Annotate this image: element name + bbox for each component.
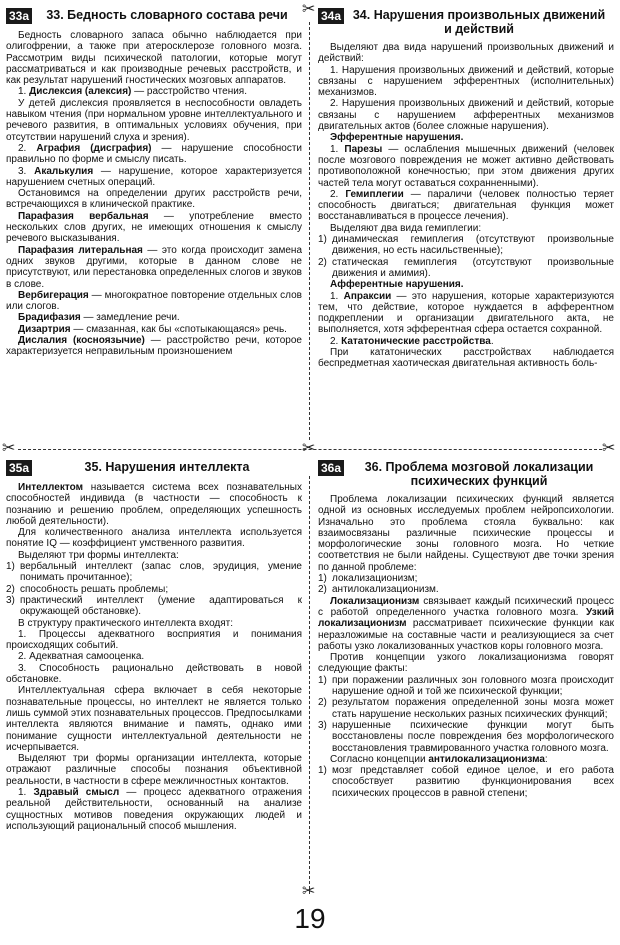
list-number: 1) <box>318 573 327 585</box>
text: — смазанная, как бы «спотыкающаяся» речь. <box>70 323 287 335</box>
scissors-icon: ✂ <box>2 440 16 457</box>
text: Бедность словарного запаса обычно наблюдается при олигофрении, а также при атеросклерозе головного мозга. Рассмотрим виды психической патологии, которые могут рассматриваться и как производные речевых расстройств, и как результат нарушений гностических мозговых аппаратов. <box>6 30 302 87</box>
text: — нарушение, которое характеризуется нарушением счетных операций. <box>6 165 302 188</box>
term: Брадифазия <box>18 312 81 324</box>
text: — расстройство чтения. <box>131 86 247 98</box>
item-number: 3. <box>18 165 35 177</box>
list-item <box>318 573 614 584</box>
text: Для количественного анализа интеллекта используется понятие IQ — коэффициент умственного развития. <box>6 527 302 550</box>
text: — многократное повторение отдельных слов или слогов. <box>6 289 302 313</box>
text: — процесс адекватного отражения реальной действительности, основанный на анализе сущностных мотивов поведения окружающих людей и использующий рациональный способ мышления. <box>6 787 302 832</box>
text: — нарушение способности правильно по форме и смыслу писать. <box>6 142 302 166</box>
list-item <box>318 584 614 595</box>
text: Выделяют три формы организации интеллекта, которые отражают различные способы познания объективной реальности, в частности в сфере межличностных контактов. <box>6 753 302 787</box>
paragraph <box>6 482 302 527</box>
text: при поражении различных зон головного мозга происходит нарушение одной и той же психической функции; <box>332 674 614 698</box>
text: Выделяют два вида гемиплегии: <box>330 222 482 234</box>
list-number: 2) <box>318 584 327 596</box>
text: вербальный интеллект (запас слов, эрудиция, умение понимать прочитанное); <box>20 561 302 584</box>
text: способность решать проблемы; <box>20 583 169 595</box>
text: Согласно концепции <box>330 753 429 765</box>
text: В структуру практического интеллекта входят: <box>18 617 234 629</box>
text: динамическая гемиплегия (отсутствуют произвольные движения, но есть насильственные); <box>332 234 614 257</box>
card-header <box>318 460 614 488</box>
vertical-cut-line-top <box>309 22 310 440</box>
term: Вербигерация <box>18 289 89 301</box>
list-item <box>318 675 614 698</box>
paragraph <box>6 166 302 189</box>
paragraph <box>6 550 302 561</box>
paragraph <box>6 312 302 323</box>
paragraph <box>318 347 614 370</box>
paragraph <box>6 211 302 245</box>
paragraph <box>6 663 302 686</box>
text: . <box>490 335 494 347</box>
paragraph <box>318 98 614 132</box>
paragraph <box>6 30 302 86</box>
paragraph <box>318 189 614 223</box>
paragraph <box>6 527 302 550</box>
term: Дизартрия <box>18 323 71 335</box>
list-number: 1) <box>318 234 327 246</box>
text: Проблема локализации психических функций является одной из основных исследуемых проблем нейропсихологии. Изначально это проблема стояла буквально: как взаимосвязаны различные психические процессы и морфологические зоны головного мозга. Но четкие соответствия не были найдены. Существуют две точки зрения по данной проблеме: <box>318 494 614 573</box>
item-number: 2. <box>330 188 346 200</box>
card-title: 35. Нарушения интеллекта <box>84 460 250 474</box>
list-number: 1) <box>318 674 327 686</box>
page-number: 19 <box>294 903 326 934</box>
list-item <box>318 257 614 280</box>
list-number: 2) <box>318 256 327 268</box>
text: — параличи (человек полностью теряет способность двигаться; двигательная функция может восстанавливаться в процессе лечения). <box>318 188 614 223</box>
paragraph <box>318 652 614 675</box>
vertical-cut-line-bottom <box>309 476 310 894</box>
text: 2. Адекватная самооценка. <box>18 651 145 663</box>
paragraph <box>318 279 614 290</box>
term: Афферентные нарушения. <box>330 279 464 291</box>
list-item <box>318 234 614 257</box>
text: — употребление вместо нескольких слов других, не имеющих отношения к смыслу речевого высказывания. <box>6 210 302 245</box>
item-number: 2. <box>18 142 37 154</box>
term: Парафазия литеральная <box>18 244 143 256</box>
text: антилокализационизм. <box>332 584 439 596</box>
text: Интеллектуальная сфера включает в себя некоторые познавательные процессы, но интеллект не является только лишь суммой этих познавательных процессов. Предпосылками интеллекта являются внимание и память, однако ими понимание сущности интеллектуальной деятельности не исчерпывается. <box>6 685 302 753</box>
term: Парезы <box>344 143 383 155</box>
card-header <box>6 8 302 24</box>
card-36a <box>318 460 614 896</box>
card-35a <box>6 460 302 896</box>
text: Выделяют два вида нарушений произвольных движений и действий: <box>318 42 614 65</box>
text: называется система всех познавательных способностей индивида (в частности — способность к познанию и решению проблем, определяющих успешность любой деятельности). <box>6 482 302 527</box>
text: Против концепции узкого локализационизма говорят следующие факты: <box>318 652 614 675</box>
scissors-icon: ✂ <box>302 1 316 18</box>
paragraph <box>6 618 302 629</box>
term: Гемиплегии <box>345 188 404 200</box>
paragraph <box>6 86 302 97</box>
list-item <box>318 720 614 754</box>
text: 3. Способность рационально действовать в новой обстановке. <box>6 662 302 686</box>
text: — ослабления мышечных движений (человек после мозгового повреждения не может активно действовать противоположной конечностью; при этом движения других частей тела могут оставаться сохранненными). <box>318 143 614 189</box>
paragraph <box>6 787 302 832</box>
text: практический интеллект (умение адаптироваться к окружающей обстановке). <box>20 594 302 618</box>
term: Дислалия (косноязычие) <box>18 335 145 347</box>
term: Здравый смысл <box>33 787 120 799</box>
paragraph <box>6 685 302 753</box>
text: 2. Нарушения произвольных движений и действий, которые связаны с нарушением афферентных механизмов двигательных актов (более сложные нарушения). <box>318 98 614 133</box>
list-number: 3) <box>318 719 327 731</box>
item-number: 2. <box>330 335 342 347</box>
term: Локализационизм <box>330 595 420 607</box>
term: Интеллектом <box>18 482 83 493</box>
scissors-icon: ✂ <box>602 440 616 457</box>
list-item <box>6 595 302 618</box>
card-body <box>318 494 614 799</box>
paragraph <box>318 596 614 652</box>
list-item <box>318 697 614 720</box>
card-34a <box>318 8 614 440</box>
card-title: 33. Бедность словарного состава речи <box>46 8 288 22</box>
text: — это когда происходит замена одних звуков другими, которые в данном слове не присутствуют, или перестановка определенных слогов и звуков в слове. <box>6 244 302 290</box>
text: — это нарушения, которые характеризуются тем, что действие, которое нуждается в афферентном подкреплении и организации двигательного акта, не выполняется, хотя эфферентная сфера остается сохранной. <box>318 290 614 336</box>
card-body <box>6 30 302 358</box>
text: рассматривает психические функции как неразложимые на составные части и реализующиеся за счет работы узко локализованных участков коры головного мозга. <box>318 618 614 652</box>
text: — замедление речи. <box>80 312 180 324</box>
card-title: 34. Нарушения произвольных движений и действий <box>352 8 606 36</box>
paragraph <box>318 754 614 765</box>
paragraph <box>6 245 302 290</box>
card-body <box>6 482 302 832</box>
card-badge: 34а <box>318 8 344 24</box>
list-number: 1) <box>318 765 327 777</box>
text: 1. Нарушения произвольных движений и действий, которые связаны с нарушением эфферентных (исполнительных) механизмов. <box>318 64 614 99</box>
text: — расстройство речи, которое характеризуется неправильным произношением <box>6 335 302 358</box>
paragraph <box>6 290 302 313</box>
card-badge: 35а <box>6 460 32 476</box>
text: локализационизм; <box>332 573 418 585</box>
paragraph <box>6 651 302 662</box>
text: 1. Процессы адекватного восприятия и понимания происходящих событий. <box>6 628 302 652</box>
text: результатом поражения определенной зоны мозга может стать нарушение нескольких разных психических функций; <box>332 697 614 720</box>
paragraph <box>318 494 614 573</box>
item-number: 1. <box>330 143 345 155</box>
paragraph <box>318 65 614 99</box>
paragraph <box>6 324 302 335</box>
scissors-icon: ✂ <box>302 883 316 900</box>
text: У детей дислексия проявляется в неспособности овладеть навыком чтения (при нормальном уровне интеллектуального и речевого развития, в оптимальных условиях обучения, при отсутствии нарушений слуха и зрения). <box>6 97 302 143</box>
term: Дислексия (алексия) <box>29 86 132 98</box>
list-number: 3) <box>6 594 15 606</box>
item-number: 1. <box>18 86 30 98</box>
scissors-icon: ✂ <box>302 440 316 457</box>
paragraph <box>318 291 614 336</box>
card-badge: 36а <box>318 460 344 476</box>
item-number: 1. <box>18 787 34 799</box>
card-badge: 33а <box>6 8 32 24</box>
text: нарушенные психические функции могут быть восстановлены после повреждения без морфологического восстановления травмированного участка головного мозга. <box>332 719 614 754</box>
term: Кататонические расстройства <box>341 335 491 347</box>
paragraph <box>318 132 614 143</box>
paragraph <box>6 335 302 358</box>
card-33a <box>6 8 302 440</box>
paragraph <box>318 144 614 189</box>
text: При кататонических расстройствах наблюдается беспредметная хаотическая двигательная активность боль- <box>318 347 614 370</box>
list-number: 1) <box>6 561 15 573</box>
paragraph <box>318 336 614 347</box>
card-header <box>318 8 614 36</box>
card-header <box>6 460 302 476</box>
list-number: 2) <box>318 697 327 709</box>
paragraph <box>6 188 302 211</box>
paragraph <box>6 143 302 166</box>
term: Эфферентные нарушения. <box>330 132 464 144</box>
text: связывает каждый психический процесс с работой определенного участка головного мозга. <box>318 595 614 618</box>
text: Выделяют три формы интеллекта: <box>18 549 179 561</box>
item-number: 1. <box>330 290 344 302</box>
text: Остановимся на определении других расстройств речи, встречающихся в клинической практике. <box>6 188 302 211</box>
term: антилокализационизма <box>428 753 545 765</box>
paragraph <box>318 42 614 65</box>
term: Акалькулия <box>34 165 94 177</box>
text: мозг представляет собой единое целое, и его работа способствует развитию функционирования всех психических процессов в равной степени; <box>332 765 614 799</box>
paragraph <box>6 753 302 787</box>
text: : <box>544 753 548 765</box>
term: Апраксии <box>343 290 392 302</box>
paragraph <box>6 98 302 143</box>
list-number: 2) <box>6 583 15 595</box>
list-item <box>318 765 614 799</box>
term: Узкий локализационизм <box>318 606 614 630</box>
paragraph <box>318 223 614 234</box>
list-item <box>6 584 302 595</box>
card-body <box>318 42 614 370</box>
term: Парафазия вербальная <box>18 210 149 222</box>
paragraph <box>6 629 302 652</box>
list-item <box>6 561 302 584</box>
term: Аграфия (дисграфия) <box>36 142 152 154</box>
card-title: 36. Проблема мозговой локализации психических функций <box>364 460 594 488</box>
text: статическая гемиплегия (отсутствуют произвольные движения и амимия). <box>332 256 614 279</box>
